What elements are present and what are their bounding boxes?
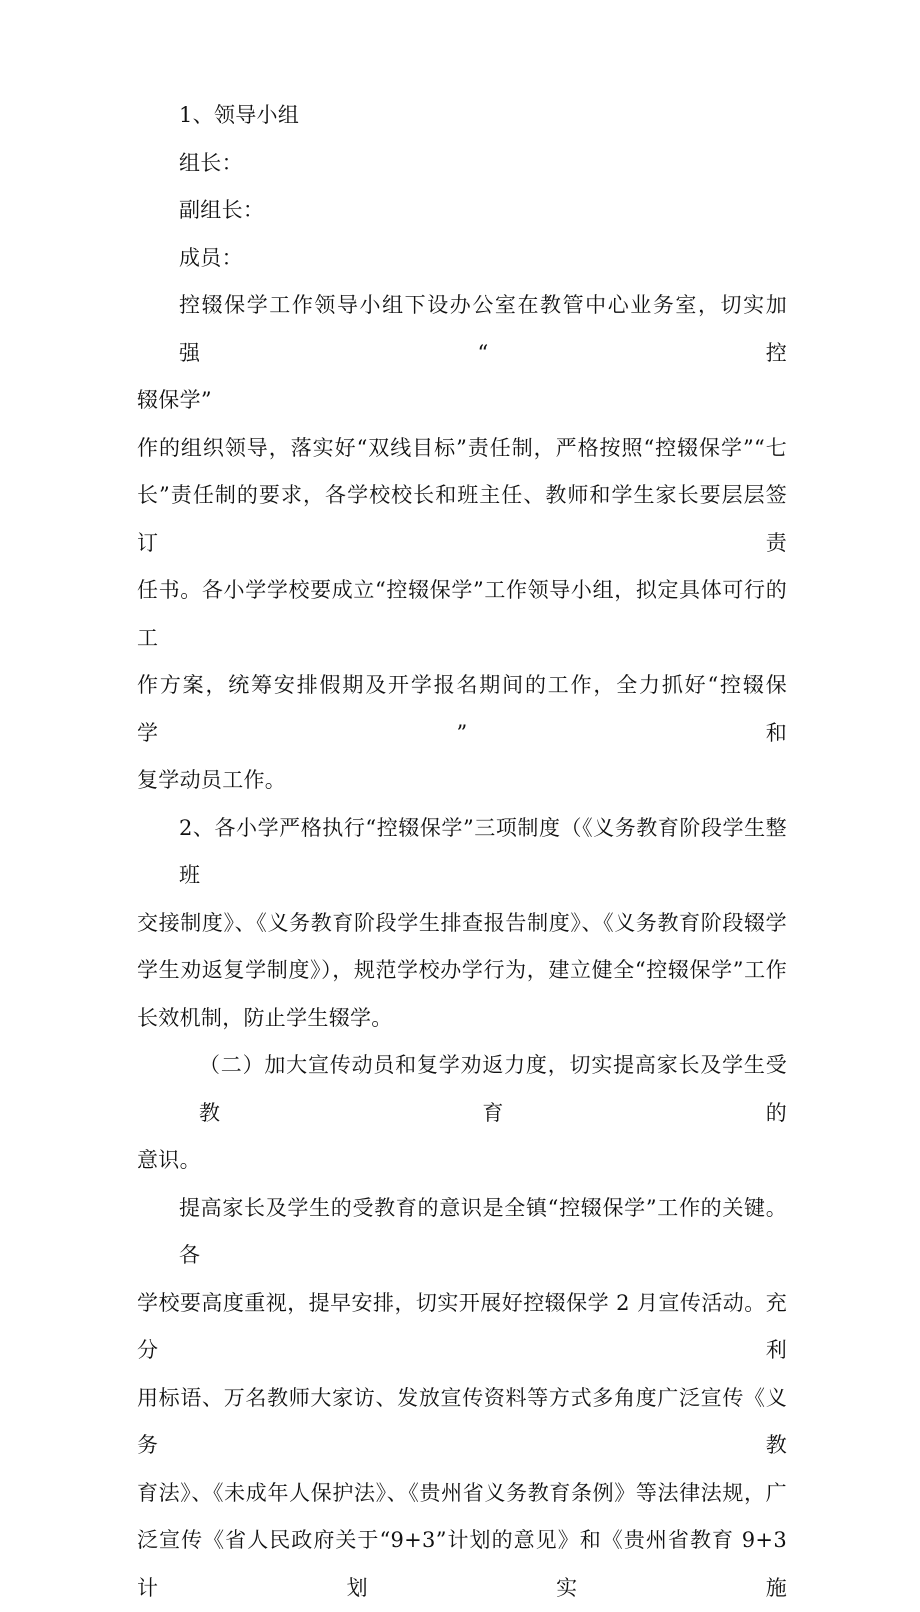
section-heading-publicity-cont: 意识。 — [137, 1148, 201, 1172]
paragraph-line: 学生劝返复学制度》），规范学校办学行为，建立健全“控辍保学”工作 — [137, 958, 787, 982]
paragraph-line: 泛宣传《省人民政府关于“9+3”计划的意见》和《贵州省教育 9+3 计划实施 — [137, 1528, 787, 1600]
paragraph-line: 任书。各小学学校要成立“控辍保学”工作领导小组，拟定具体可行的工 — [137, 578, 787, 650]
paragraph-line: 复学动员工作。 — [137, 768, 287, 792]
deputy-leader-label: 副组长： — [179, 198, 265, 222]
paragraph-line: 辍保学” — [137, 388, 212, 412]
paragraph-line: 学校要高度重视，提早安排，切实开展好控辍保学 2 月宣传活动。充分利 — [137, 1290, 787, 1362]
paragraph-line: 控辍保学工作领导小组下设办公室在教管中心业务室，切实加强“控 — [179, 293, 787, 365]
leader-label: 组长： — [179, 150, 243, 175]
paragraph-line: 提高家长及学生的受教育的意识是全镇“控辍保学”工作的关键。各 — [179, 1195, 787, 1267]
members-label: 成员： — [179, 245, 243, 270]
paragraph-line: 长效机制，防止学生辍学。 — [137, 1005, 393, 1030]
paragraph-line: 作方案，统筹安排假期及开学报名期间的工作，全力抓好“控辍保学”和 — [137, 673, 787, 745]
paragraph-line: 育法》、《未成年人保护法》、《贵州省义务教育条例》等法律法规，广 — [137, 1480, 787, 1505]
paragraph-line: 长”责任制的要求，各学校校长和班主任、教师和学生家长要层层签订责 — [137, 483, 787, 555]
paragraph-line: 作的组织领导，落实好“双线目标”责任制，严格按照“控辍保学”“七 — [137, 435, 787, 460]
paragraph-line: 用标语、万名教师大家访、发放宣传资料等方式多角度广泛宣传《义务教 — [137, 1385, 787, 1457]
document-page — [137, 92, 787, 1612]
paragraph-line: 交接制度》、《义务教育阶段学生排查报告制度》、《义务教育阶段辍学 — [137, 910, 787, 935]
paragraph-line: 2、各小学严格执行“控辍保学”三项制度（《义务教育阶段学生整班 — [179, 815, 787, 887]
section-heading-publicity: （二）加大宣传动员和复学劝返力度，切实提高家长及学生受教育的 — [199, 1053, 787, 1125]
heading-leadership-group: 1、领导小组 — [179, 103, 300, 127]
